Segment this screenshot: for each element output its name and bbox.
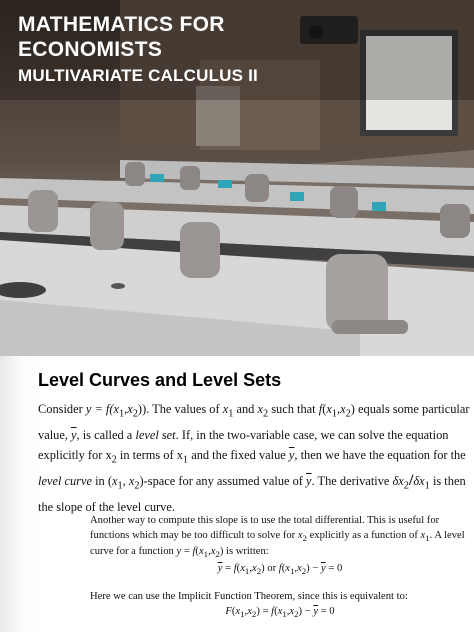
course-title-line1: MATHEMATICS FOR [18,13,225,36]
math-ybar: $\overline{y}$ [71,427,77,442]
section-title: Level Curves and Level Sets [38,370,282,390]
paragraph-implicit-function: Here we can use the Implicit Function Theorem, since this is equivalent to: [90,591,408,603]
course-subtitle: MULTIVARIATE CALCULUS II [18,66,258,85]
text-run: and the fixed value [188,448,289,463]
text-run: Consider [38,402,86,416]
text-run: in terms of [116,448,177,463]
course-title-line2: ECONOMISTS [18,38,163,61]
slide-content [0,356,474,632]
math-function: y = f(x [85,402,119,416]
text-run: . If, in the two-variable case, we can solve the equation explicitly for [38,427,449,463]
text-run: . The derivative [311,474,393,489]
equation-implicit: $F(x_1,x_2) = f(x_1,x_2) - \overline{y} = 0$ [225,605,335,619]
paragraph-level-sets: Consider $y = f(x_1,x_2)$). The values of $x_1$ and $x_2$ such that $f(x_1,x_2)$ equals some particular value, $\overline{y}$, is called a level set. If, in the two-variable case, we can solve the equation explicitly for $x_2$ in terms of $x_1$ and the fixed value $\overline{y}$, then we have the equation for the level curve in ($x_1$, $x_2$)-space for any assumed value of $\overline{y}$. The derivative $\delta x_2/\delta x_1$ is then the slope of the level curve. [38,402,470,515]
text-run: such that [268,402,319,416]
derivative-expression: $\delta x_2/\delta x_1$ [392,472,430,492]
text-run: ). The values of [142,402,223,416]
term-level-set: level set [135,427,176,442]
text-run: is then the slope of the level curve. [38,474,466,515]
course-title [18,12,225,62]
text-run: equals some particular value, [38,402,470,442]
paragraph-total-differential: Another way to compute this slope is to use the total differential. This is useful for functions which may be too difficult to solve for $x_2$ explicitly as a function of $x_1$. A level curve for a function $y = f(x_1,x_2)$ is written: [90,515,465,560]
total-differential-block [90,514,470,621]
text-run: and [233,402,258,416]
text-run: , then we have the equation for the [294,448,466,463]
equation-level-curve: $\overline{y} = f(x_1,x_2)$ or $f(x_1,x_2) - \overline{y} = 0$ [217,562,343,576]
term-level-curve: level curve [38,474,92,489]
text-run: , is called a [76,427,136,442]
text-run: in ( [92,474,112,489]
text-run: )-space for any assumed value of [139,474,307,489]
